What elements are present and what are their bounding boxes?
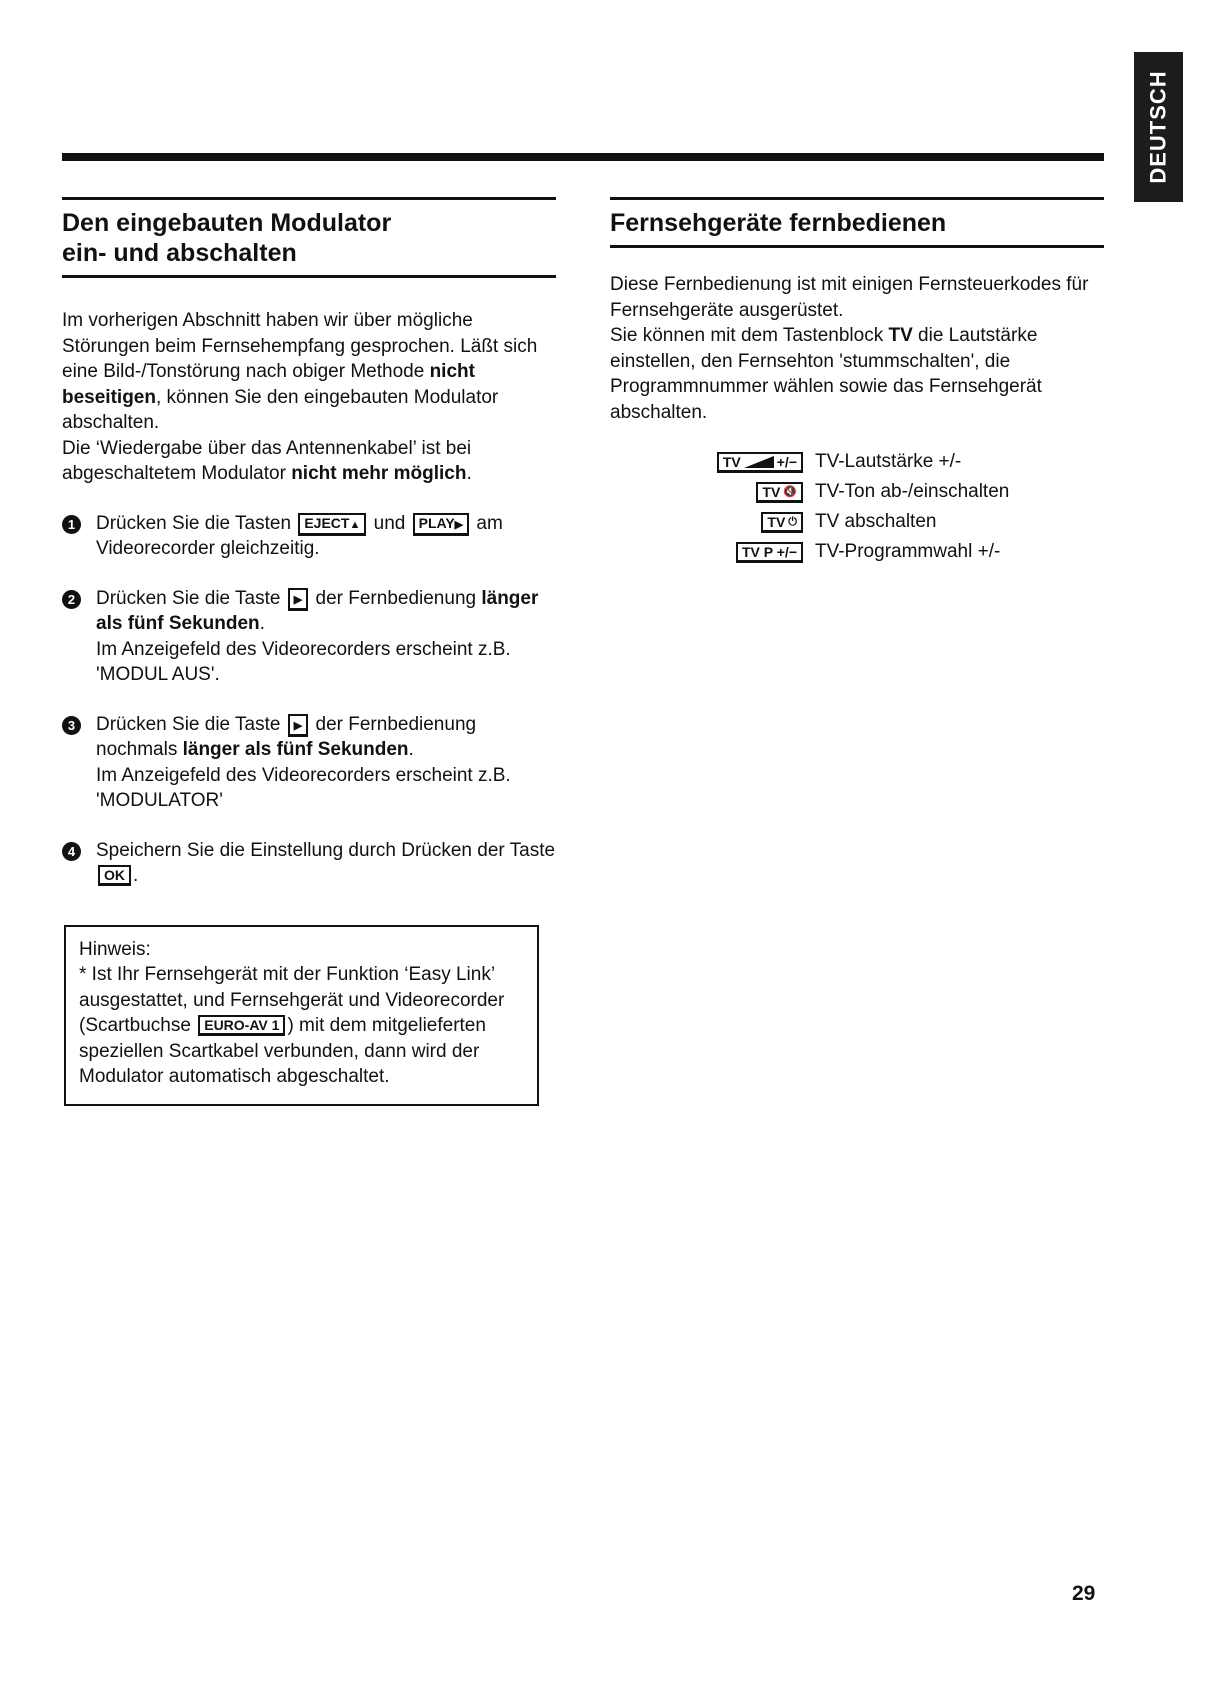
step-1: 1 Drücken Sie die Tasten EJECT▲ und PLAY▶ am Videorecorder gleichzeitig. [62,511,556,562]
step-3: 3 Drücken Sie die Taste ▶ der Fernbedienung nochmals länger als fünf Sekunden. Im Anzeigefeld des Videorecorders erscheint z.B. 'MODULATOR' [62,712,556,814]
language-tab-label: DEUTSCH [1145,70,1171,184]
tv-key-label: TV abschalten [815,511,937,532]
page-number: 29 [1072,1582,1096,1605]
volume-ramp-icon [744,456,774,468]
mute-icon: 🔇 [783,485,797,498]
left-column [62,197,556,1106]
step-number-4: 4 [62,842,81,861]
tv-key-label: TV-Programmwahl +/- [815,541,1001,562]
play-key [288,588,308,611]
section-heading-tv [610,197,1104,248]
tv-key-table [610,447,1104,567]
language-tab [1134,52,1183,202]
tv-key-row [610,537,1104,567]
play-key: PLAY▶ [413,513,470,536]
step-number-2: 2 [62,590,81,609]
play-icon: ▶ [293,593,303,606]
right-column [610,197,1104,567]
tv-power-key: TV ⏻ [761,512,803,533]
tv-volume-key: TV +/− [717,452,803,473]
tv-key-row [610,507,1104,537]
step-2: 2 Drücken Sie die Taste ▶ der Fernbedienung länger als fünf Sekunden. Im Anzeigefeld des Videorecorders erscheint z.B. 'MODUL AUS'. [62,586,556,688]
tv-key-label: TV-Lautstärke +/- [815,451,962,472]
step-number-1: 1 [62,515,81,534]
eject-icon: ▲ [349,518,361,531]
tv-key-row [610,477,1104,507]
intro-paragraph: Im vorherigen Abschnitt haben wir über mögliche Störungen beim Fernsehempfang gesprochen. Läßt sich eine Bild-/Tonstörung nach obiger Methode nicht beseitigen, können Sie den eingebauten Modulator abschalten. Die ‘Wiedergabe über das Antennenkabel’ ist bei abgeschaltetem Modulator nicht mehr möglich. [62,310,538,484]
note-box [64,925,539,1106]
tv-key-row [610,447,1104,477]
note-heading: Hinweis: [79,938,151,960]
step-number-3: 3 [62,716,81,735]
tv-key-label: TV-Ton ab-/einschalten [815,481,1010,502]
power-icon: ⏻ [788,515,797,528]
euro-av1-key: EURO-AV 1 [198,1015,285,1036]
section-title-tv: Fernsehgeräte fernbedienen [610,209,947,237]
eject-key: EJECT▲ [298,513,366,536]
play-icon: ▶ [293,719,303,732]
tv-program-key: TV P +/− [736,542,803,563]
note-text: * Ist Ihr Fernsehgerät mit der Funktion ‘Easy Link’ ausgestattet, und Fernsehgerät und Videorecorder (Scartbuchse EURO-AV 1 ) mit dem mitgelieferten speziellen Scartkabel verbunden, dann wird der Modulator automatisch abgeschaltet. [79,964,505,1087]
top-rule [62,153,1104,161]
play-icon: ▶ [454,518,464,531]
tv-mute-key: TV 🔇 [756,482,803,503]
step-4: 4 Speichern Sie die Einstellung durch Drücken der Taste OK . [62,838,556,889]
section-heading-modulator [62,197,556,278]
ok-key: OK [98,865,131,886]
section-title-modulator: Den eingebauten Modulator ein- und abschalten [62,209,392,267]
play-key [288,714,308,737]
tv-intro-paragraph: Diese Fernbedienung ist mit einigen Fernsteuerkodes für Fernsehgeräte ausgerüstet. Sie können mit dem Tastenblock TV die Lautstärke einstellen, den Fernsehton 'stummschalten', die Programmnummer wählen sowie das Fernsehgerät abschalten. [610,274,1089,423]
